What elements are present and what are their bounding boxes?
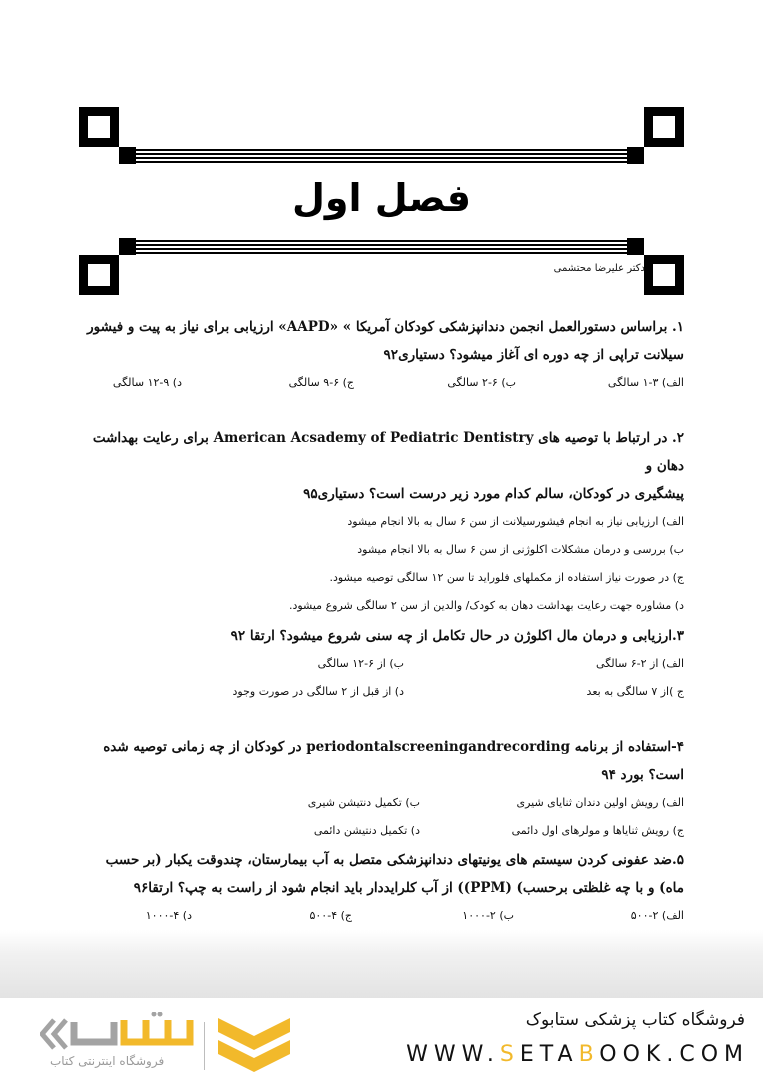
options-row <box>78 650 684 678</box>
question-4 <box>78 733 684 845</box>
chevron-logo-icon <box>218 1018 290 1076</box>
option-b: ب) ۶-۲ سالگی <box>447 376 516 389</box>
question-2 <box>78 424 684 620</box>
option-a: الف) ارزیابی نیاز به انجام فیشورسیلانت از سن ۶ سال به بالا انجام میشود <box>347 515 684 528</box>
chapter-title: فصل اول <box>291 176 472 220</box>
question-text: ۵.ضد عفونی کردن سیستم های یونیتهای دندانپزشکی متصل به آب بیمارستان، چندوقت یکبار (بر حسب <box>105 852 684 868</box>
option-d: د) از قبل از ۲ سالگی در صورت وجود <box>232 685 404 698</box>
store-name: فروشگاه کتاب پزشکی ستابوک <box>525 1010 745 1030</box>
store-url[interactable] <box>406 1042 749 1067</box>
corner-block-top-left <box>119 147 136 164</box>
option-b: ب) بررسی و درمان مشکلات اکلوژنی از سن ۶ سال به بالا انجام میشود <box>357 543 684 556</box>
option-d: د) تکمیل دنتیشن دائمی <box>313 824 420 837</box>
option-c: ج) رویش ثنایاها و مولرهای اول دائمی <box>511 824 684 837</box>
url-part: OOK.COM <box>599 1042 749 1067</box>
corner-square-bottom-left <box>79 255 119 295</box>
options-row <box>78 902 684 930</box>
option-c: ج) در صورت نیاز استفاده از مکملهای فلوراید تا سن ۱۲ سالگی توصیه میشود. <box>329 571 684 584</box>
option-a: الف) رویش اولین دندان ثنایای شیری <box>516 796 684 809</box>
question-text: ۳.ارزیابی و درمان مال اکلوژن در حال تکامل از چه سنی شروع میشود؟ ارتقا ۹۲ <box>230 628 684 644</box>
page-bottom-shadow <box>0 930 763 998</box>
option-c: ج) ۴-۵۰۰ <box>309 909 352 922</box>
question-text: ۴-استفاده از برنامه periodontalscreeningandrecording در کودکان از چه زمانی توصیه شده است؟ بورد ۹۴ <box>103 739 684 783</box>
option-c: ج )از ۷ سالگی به بعد <box>586 685 684 698</box>
option-d: د) مشاوره جهت رعایت بهداشت دهان به کودک/ والدین از سن ۲ سالگی شروع میشود. <box>288 599 684 612</box>
url-part: ETA <box>519 1042 579 1067</box>
option-a: الف) ۳-۱ سالگی <box>607 376 684 389</box>
url-accent-letter: S <box>499 1042 520 1067</box>
question-text: ماه) و با چه غلظتی برحسب) (PPM)) از آب کلرایددار باید انجام شود از راست به چپ؟ ارتقا۹۶ <box>133 880 684 896</box>
question-5 <box>78 846 684 930</box>
top-border-stripes <box>136 149 627 163</box>
option-b: ب) از ۶-۱۲ سالگی <box>317 657 404 670</box>
url-part: WWW. <box>406 1042 500 1067</box>
setabook-wordmark-icon <box>40 1012 200 1058</box>
question-text: پیشگیری در کودکان، سالم کدام مورد زیر درست است؟ دستیاری۹۵ <box>303 486 684 502</box>
options-row <box>78 369 684 397</box>
options-row <box>78 817 684 845</box>
corner-square-bottom-right <box>644 255 684 295</box>
option-a: الف) ۲-۵۰۰ <box>630 909 684 922</box>
question-text: سیلانت تراپی از چه دوره ای آغاز میشود؟ دستیاری۹۲ <box>383 347 684 363</box>
question-text: ۲. در ارتباط با توصیه های American Acsademy of Pediatric Dentistry برای رعایت بهداشت دهان و <box>92 430 684 474</box>
option-d: د) ۹-۱۲ سالگی <box>112 376 182 389</box>
corner-block-top-right <box>627 147 644 164</box>
options-row <box>78 678 684 706</box>
options-row <box>78 789 684 817</box>
logo-subtitle: فروشگاه اینترنتی کتاب <box>50 1054 165 1068</box>
option-d: د) ۴-۱۰۰۰ <box>145 909 192 922</box>
question-1 <box>78 313 684 397</box>
option-c: ج) ۶-۹ سالگی <box>288 376 354 389</box>
corner-square-top-left <box>79 107 119 147</box>
question-3 <box>78 622 684 706</box>
author-name: دکتر علیرضا محتشمی <box>553 263 645 274</box>
question-text: ۱. براساس دستورالعمل انجمن دندانپزشکی کودکان آمریکا » «AAPD» ارزیابی برای نیاز به پیت و فیشور <box>87 319 684 335</box>
option-b: ب) تکمیل دنتیشن شیری <box>307 796 420 809</box>
url-accent-letter: B <box>578 1042 600 1067</box>
corner-block-bottom-right <box>627 238 644 255</box>
logo-divider <box>204 1022 205 1070</box>
corner-block-bottom-left <box>119 238 136 255</box>
bottom-border-stripes <box>136 240 627 254</box>
option-a: الف) از ۲-۶ سالگی <box>596 657 684 670</box>
corner-square-top-right <box>644 107 684 147</box>
option-b: ب) ۲-۱۰۰۰ <box>462 909 514 922</box>
